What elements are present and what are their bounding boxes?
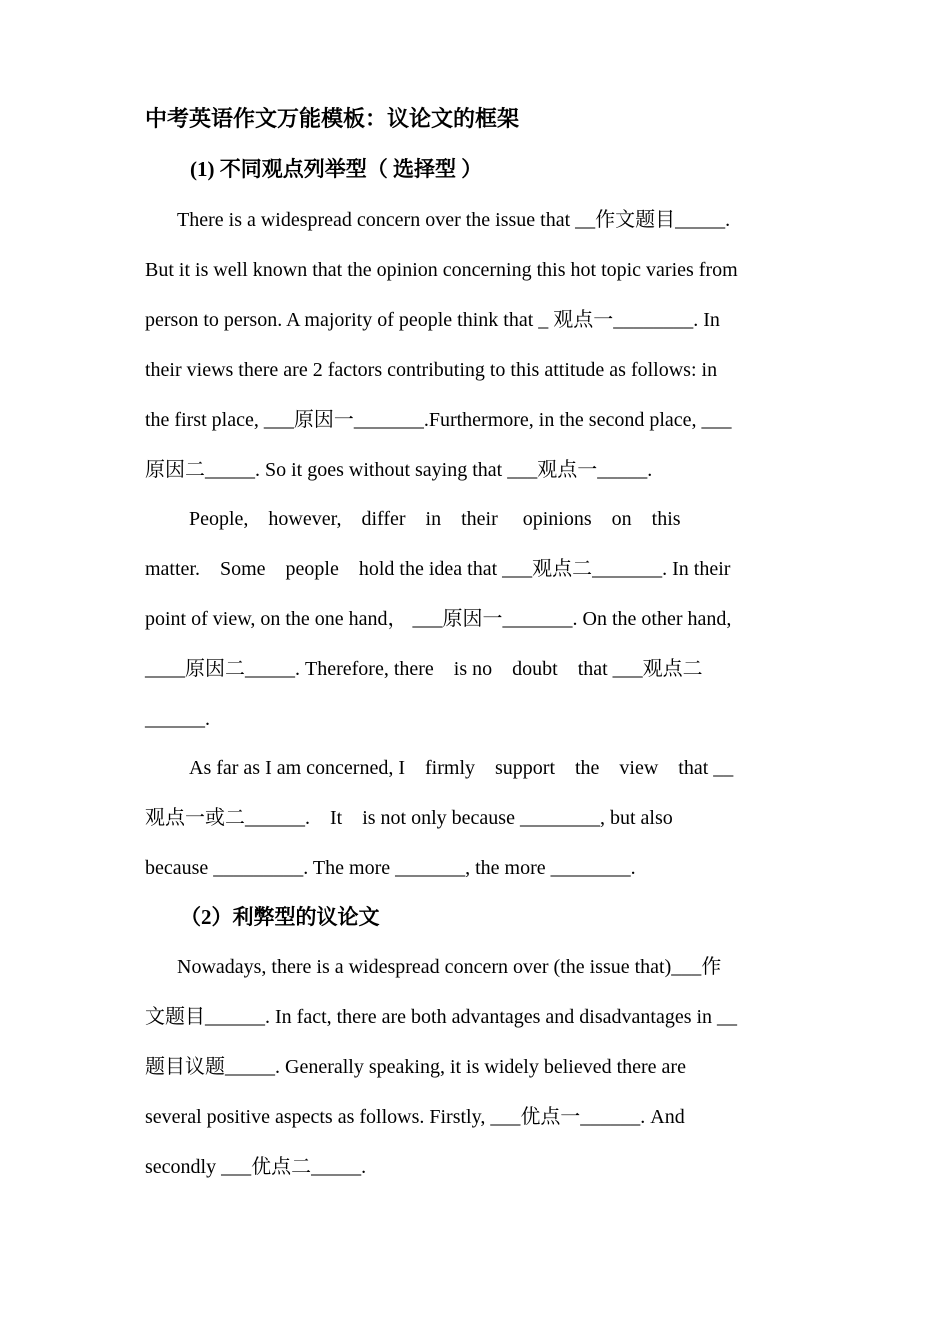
section1-line: because _________. The more _______, the more ________. <box>145 857 636 879</box>
section1-line: 原因二_____. So it goes without saying that ___观点一_____. <box>145 459 653 481</box>
section1-line: But it is well known that the opinion concerning this hot topic varies from <box>145 259 738 281</box>
section1-line: ____原因二_____. Therefore, there is no doubt that ___观点二 <box>145 658 703 680</box>
document-title: 中考英语作文万能模板：议论文的框架 <box>145 106 520 131</box>
section1-line: their views there are 2 factors contributing to this attitude as follows: in <box>145 359 718 381</box>
section2-line: Nowadays, there is a widespread concern over (the issue that)___作 <box>177 956 722 978</box>
section2-heading: （2）利弊型的议论文 <box>180 905 380 929</box>
section1-line: ______. <box>145 708 210 730</box>
section1-line: the first place, ___原因一_______.Furthermore, in the second place, ___ <box>145 409 732 431</box>
section2-line: several positive aspects as follows. Firstly, ___优点一______. And <box>145 1106 685 1128</box>
section1-heading: (1) 不同观点列举型（ 选择型 ） <box>190 157 483 181</box>
section1-line: matter. Some people hold the idea that ___观点二_______. In their <box>145 558 731 580</box>
section1-line: person to person. A majority of people think that _ 观点一________. In <box>145 309 720 331</box>
section1-line: 观点一或二______. It is not only because ________, but also <box>145 807 673 829</box>
section1-line: People, however, differ in their opinions on this <box>189 508 681 530</box>
section1-line: As far as I am concerned, I firmly support the view that __ <box>189 757 734 779</box>
section1-line: point of view, on the one hand， ___原因一_______. On the other hand, <box>145 608 732 630</box>
section1-line: There is a widespread concern over the issue that __作文题目_____. <box>177 209 731 231</box>
section2-line: 文题目______. In fact, there are both advantages and disadvantages in __ <box>145 1006 738 1028</box>
section2-line: secondly ___优点二_____. <box>145 1156 367 1178</box>
section2-line: 题目议题_____. Generally speaking, it is widely believed there are <box>145 1056 686 1078</box>
